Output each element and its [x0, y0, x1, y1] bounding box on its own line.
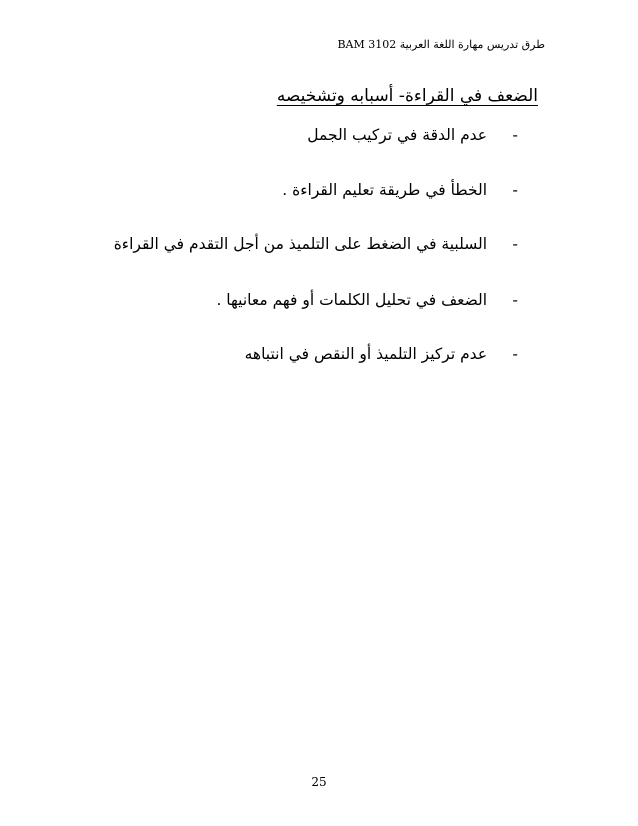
- bullet-marker: -: [512, 235, 518, 253]
- list-item-text: السلبية في الضغط على التلميذ من أجل التقدم في القراءة: [113, 235, 488, 253]
- list-item: [114, 235, 518, 253]
- list-item-text: عدم الدقة في تركيب الجمل: [307, 126, 488, 144]
- bullet-marker: -: [512, 126, 518, 144]
- bullet-marker: -: [512, 291, 518, 309]
- list-item: [216, 291, 518, 309]
- list-item: [307, 126, 518, 144]
- list-item: [282, 181, 518, 199]
- bullet-marker: -: [512, 345, 518, 363]
- bullet-marker: -: [512, 181, 518, 199]
- list-item: [245, 345, 518, 363]
- list-item-text: عدم تركيز التلميذ أو النقص في انتباهه: [244, 345, 488, 363]
- list-item-text: الخطأ في طريقة تعليم القراءة .: [282, 181, 488, 199]
- page-number: 25: [311, 775, 327, 789]
- running-header: طرق تدريس مهارة اللغة العربية BAM 3102: [337, 38, 545, 51]
- section-title: الضعف في القراءة- أسبابه وتشخيصه: [276, 86, 538, 106]
- list-item-text: الضعف في تحليل الكلمات أو فهم معانيها .: [216, 291, 488, 309]
